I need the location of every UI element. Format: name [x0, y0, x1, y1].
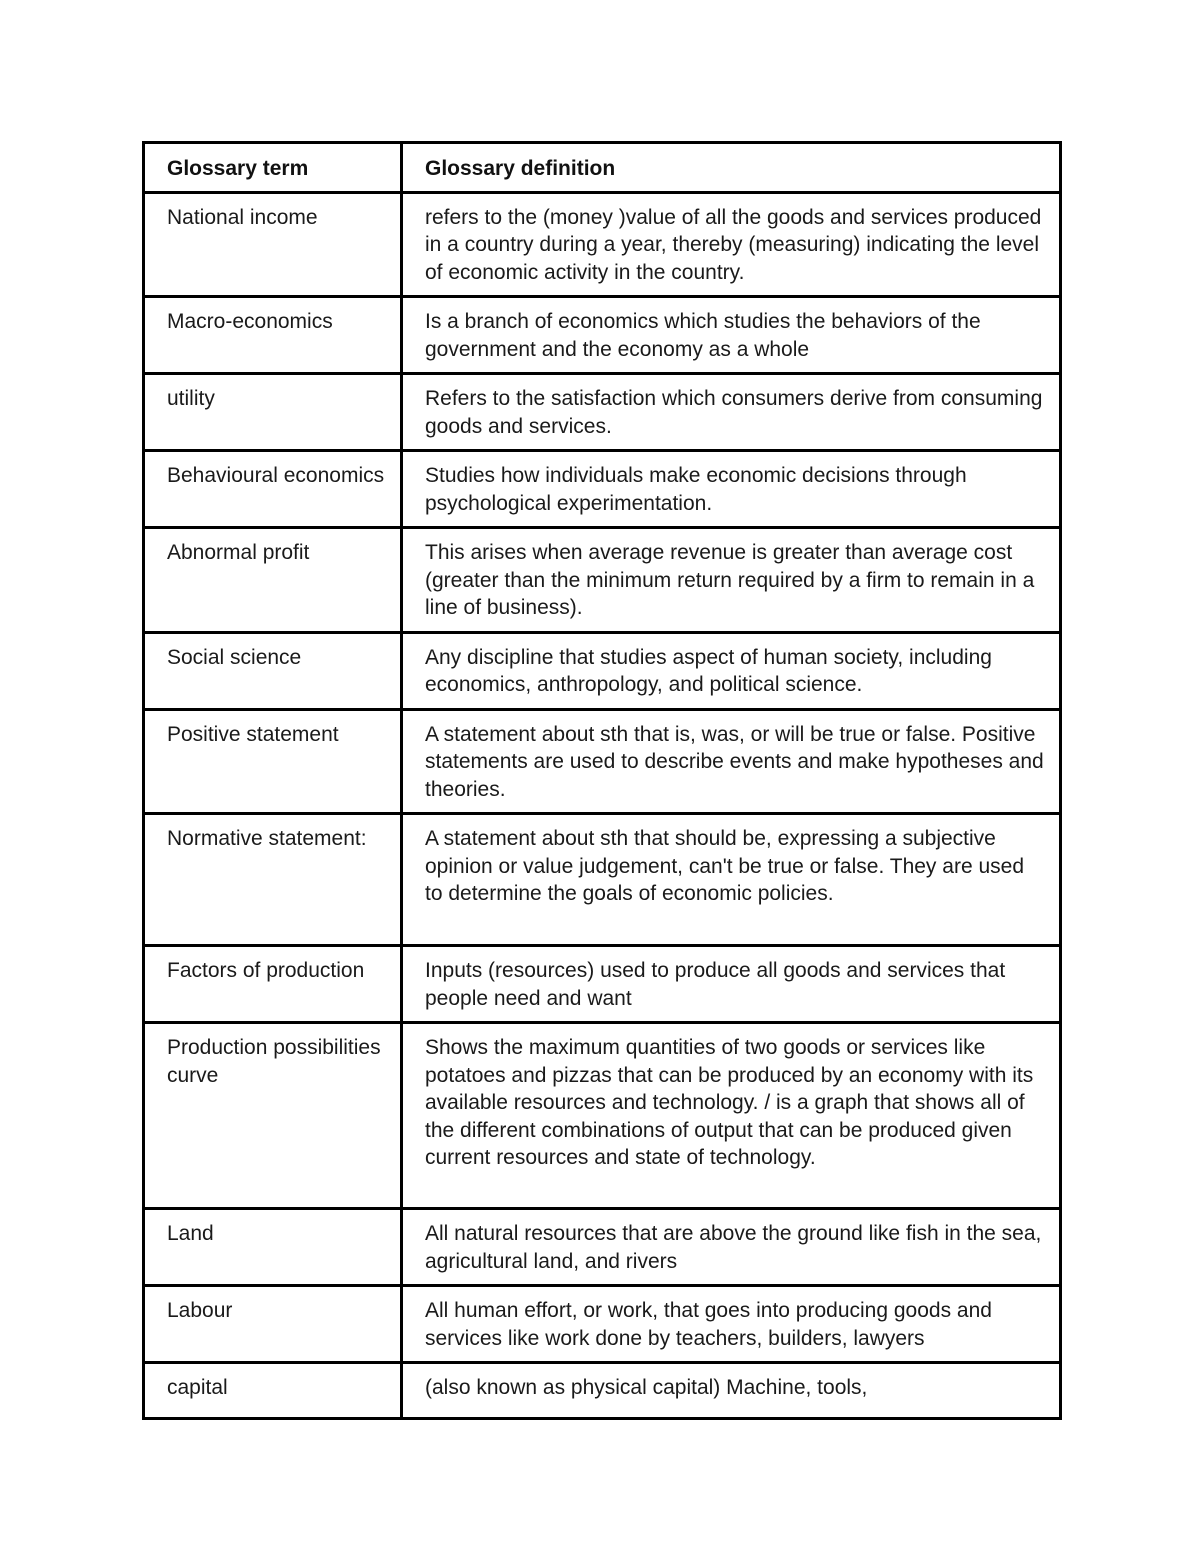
- term-cell: Factors of production: [144, 946, 402, 1023]
- header-row: [144, 143, 1061, 193]
- definition-cell: This arises when average revenue is greater than average cost (greater than the minimum return required by a firm to remain in a line of business).: [402, 528, 1061, 633]
- definition-cell: All natural resources that are above the ground like fish in the sea, agricultural land, and rivers: [402, 1209, 1061, 1286]
- definition-cell: Inputs (resources) used to produce all goods and services that people need and want: [402, 946, 1061, 1023]
- table-row: [144, 632, 1061, 709]
- term-cell: capital: [144, 1363, 402, 1419]
- header-definition: Glossary definition: [402, 143, 1061, 193]
- table-row: [144, 192, 1061, 297]
- term-cell: Production possibilities curve: [144, 1023, 402, 1209]
- term-cell: National income: [144, 192, 402, 297]
- table-row: [144, 451, 1061, 528]
- table-row: [144, 1363, 1061, 1419]
- definition-cell: Any discipline that studies aspect of human society, including economics, anthropology, and political science.: [402, 632, 1061, 709]
- table-row: [144, 297, 1061, 374]
- table-row: [144, 374, 1061, 451]
- table-row: [144, 1023, 1061, 1209]
- table-row: [144, 946, 1061, 1023]
- table-row: [144, 528, 1061, 633]
- header-term: Glossary term: [144, 143, 402, 193]
- definition-cell: Studies how individuals make economic decisions through psychological experimentation.: [402, 451, 1061, 528]
- term-cell: Positive statement: [144, 709, 402, 814]
- definition-cell: Is a branch of economics which studies the behaviors of the government and the economy as a whole: [402, 297, 1061, 374]
- term-cell: Abnormal profit: [144, 528, 402, 633]
- definition-cell: Shows the maximum quantities of two goods or services like potatoes and pizzas that can be produced by an economy with its available resources and technology. / is a graph that shows all of the different combinations of output that can be produced given current resources and state of technology.: [402, 1023, 1061, 1209]
- term-cell: Macro-economics: [144, 297, 402, 374]
- term-cell: Social science: [144, 632, 402, 709]
- glossary-table: [142, 141, 1062, 1420]
- term-cell: Labour: [144, 1286, 402, 1363]
- term-cell: utility: [144, 374, 402, 451]
- definition-cell: A statement about sth that should be, expressing a subjective opinion or value judgement, can't be true or false. They are used to determine the goals of economic policies.: [402, 814, 1061, 946]
- table-row: [144, 1286, 1061, 1363]
- definition-cell: (also known as physical capital) Machine, tools,: [402, 1363, 1061, 1419]
- table-row: [144, 1209, 1061, 1286]
- table-row: [144, 709, 1061, 814]
- definition-cell: All human effort, or work, that goes into producing goods and services like work done by teachers, builders, lawyers: [402, 1286, 1061, 1363]
- definition-cell: Refers to the satisfaction which consumers derive from consuming goods and services.: [402, 374, 1061, 451]
- glossary-table-header: [144, 143, 1061, 193]
- glossary-table-body: [144, 192, 1061, 1419]
- definition-cell: refers to the (money )value of all the goods and services produced in a country during a year, thereby (measuring) indicating the level of economic activity in the country.: [402, 192, 1061, 297]
- term-cell: Behavioural economics: [144, 451, 402, 528]
- term-cell: Normative statement:: [144, 814, 402, 946]
- term-cell: Land: [144, 1209, 402, 1286]
- definition-cell: A statement about sth that is, was, or will be true or false. Positive statements are used to describe events and make hypotheses and theories.: [402, 709, 1061, 814]
- table-row: [144, 814, 1061, 946]
